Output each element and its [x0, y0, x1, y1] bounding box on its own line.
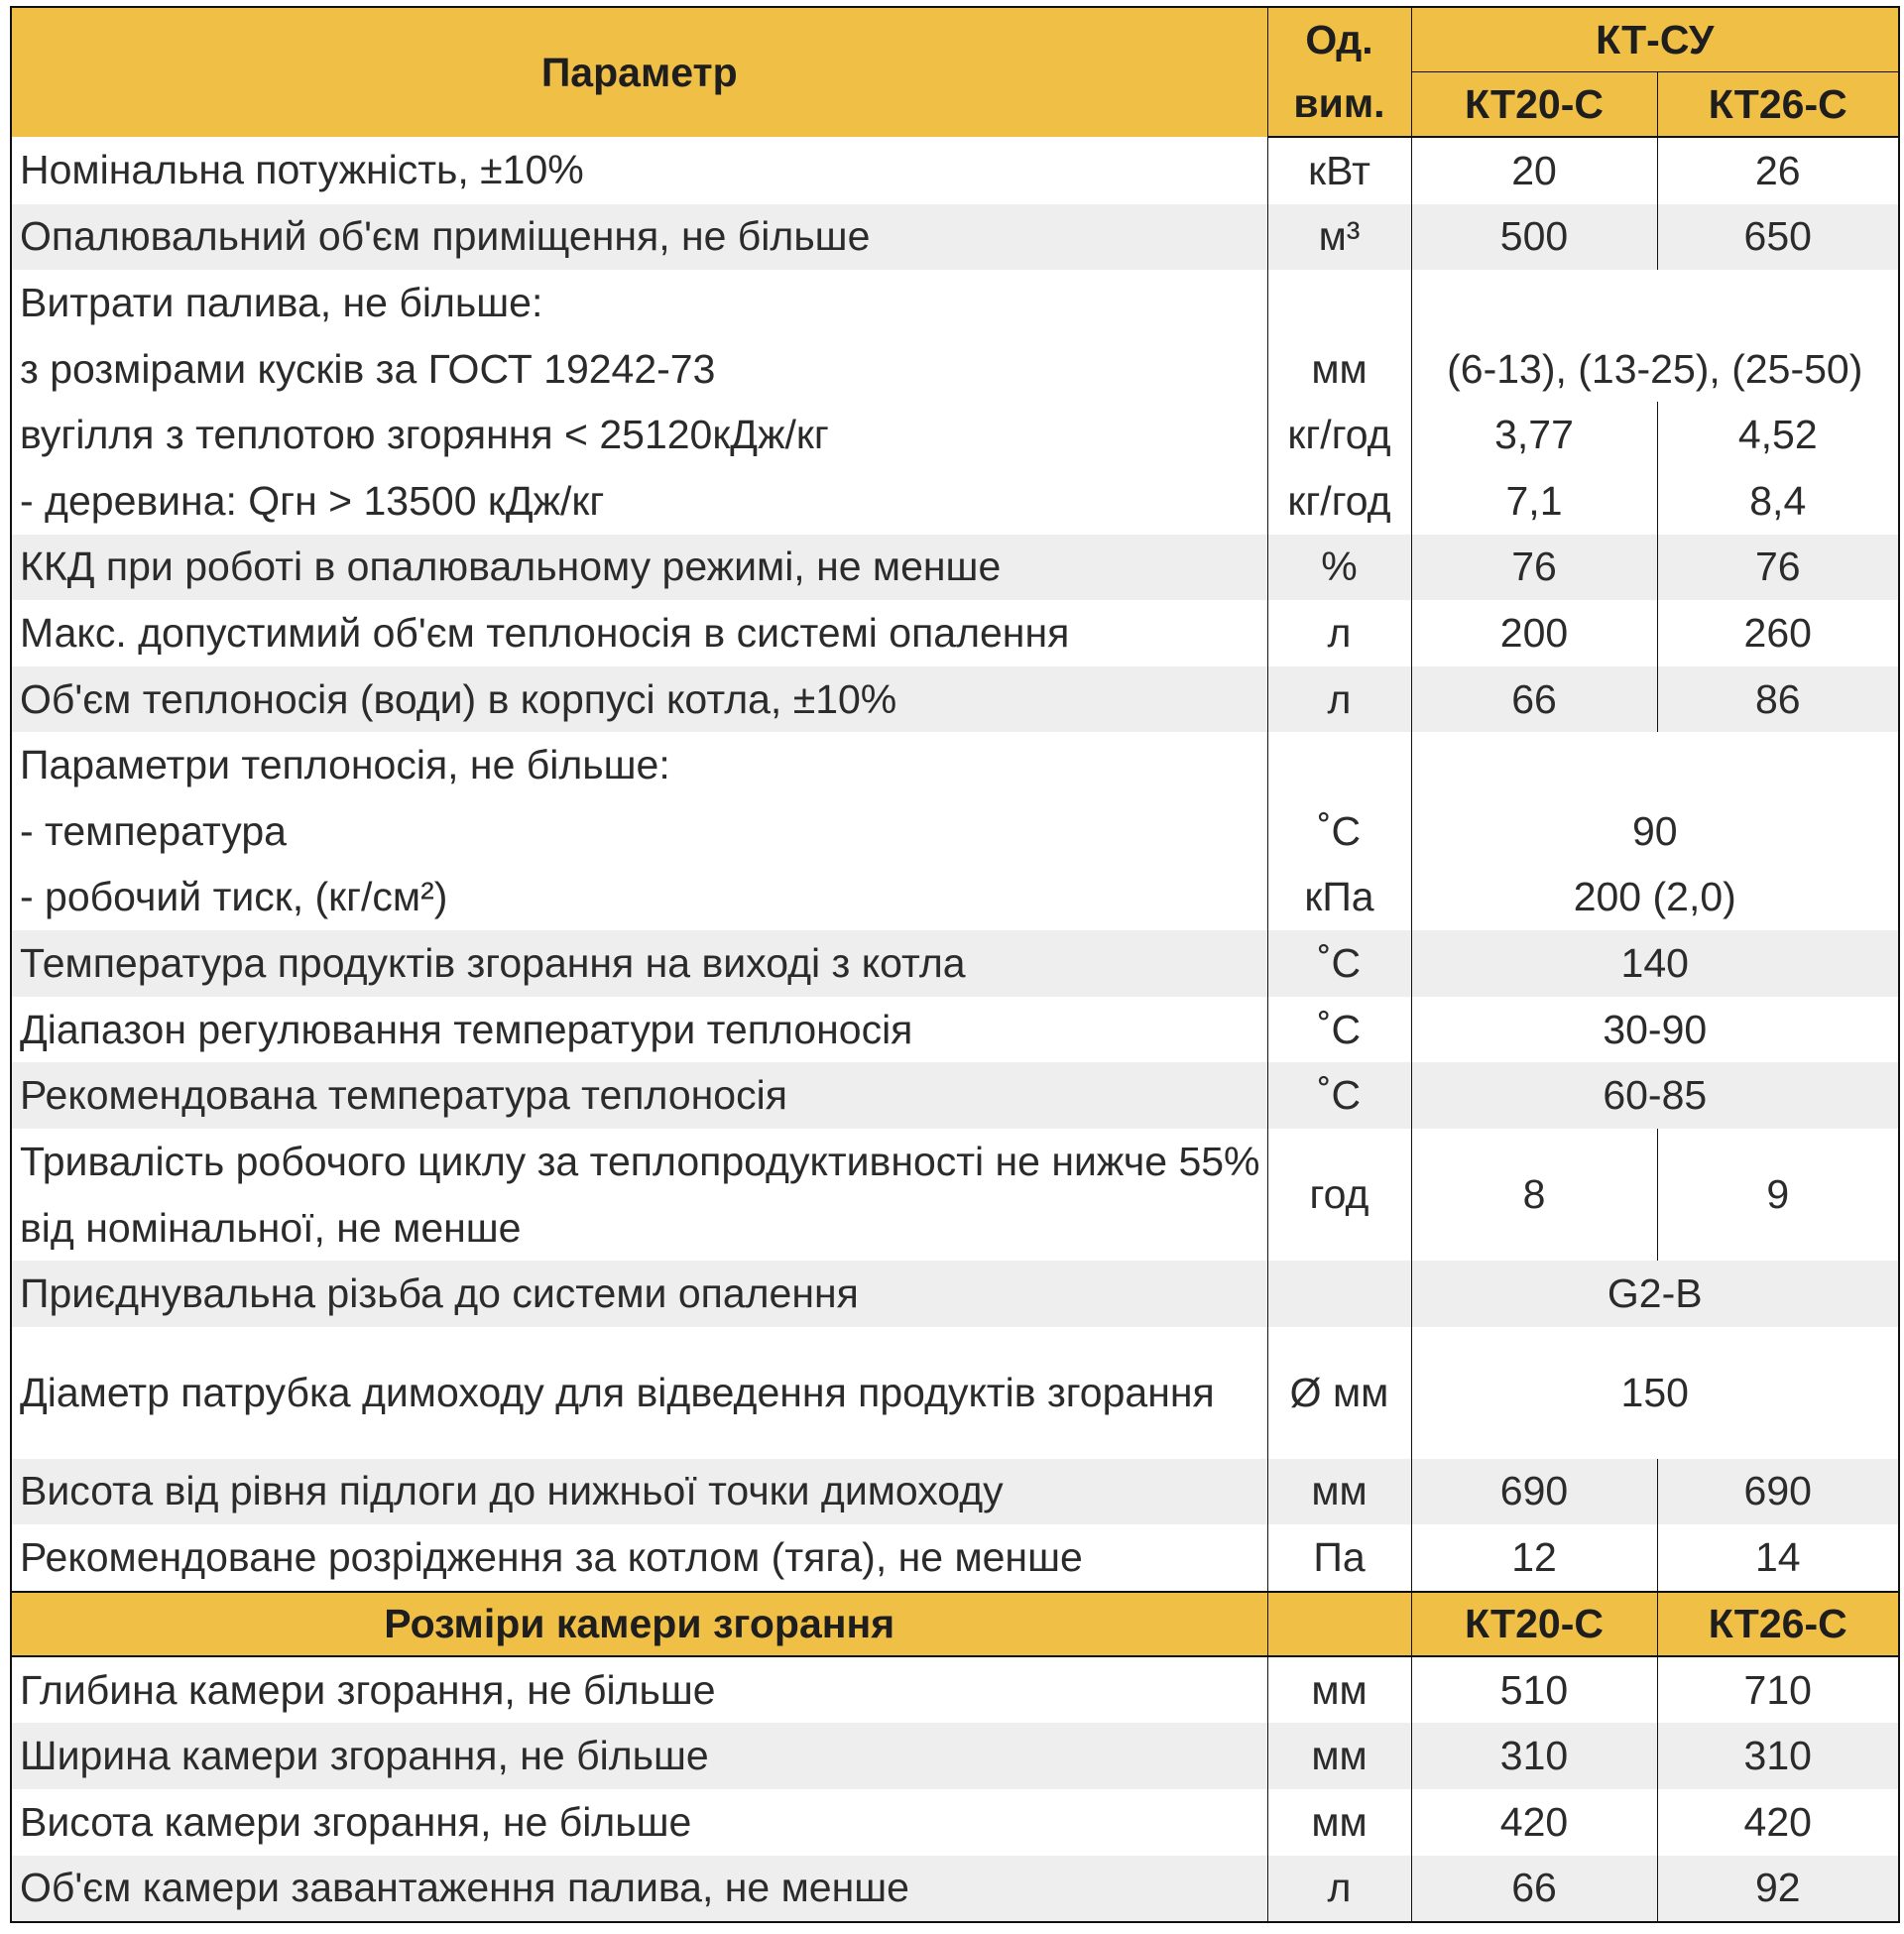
value-model-2: 650	[1657, 204, 1899, 271]
unit-cell: ˚С	[1267, 798, 1411, 865]
param-label: Температура продуктів згорання на виході з котла	[11, 930, 1267, 997]
unit-cell	[1267, 732, 1411, 798]
section-model-1: КТ20-С	[1411, 1592, 1657, 1656]
table-row	[11, 930, 1899, 997]
header-model-group: КТ-СУ	[1411, 7, 1899, 72]
unit-cell: мм	[1267, 336, 1411, 403]
param-label: Рекомендована температура теплоносія	[11, 1062, 1267, 1129]
value-model-1: 510	[1411, 1656, 1657, 1724]
table-row	[11, 402, 1899, 468]
unit-cell: мм	[1267, 1459, 1411, 1525]
header-parameter: Параметр	[11, 7, 1267, 137]
value-model-2: 9	[1766, 1171, 1790, 1217]
unit-cell: кВт	[1267, 137, 1411, 204]
value-shared: G2-B	[1411, 1261, 1899, 1327]
param-label: Номінальна потужність, ±10%	[11, 137, 1267, 204]
value-shared	[1411, 732, 1899, 798]
value-model-1: 3,77	[1411, 402, 1657, 468]
value-model-2: 260	[1743, 609, 1812, 656]
param-label: Тривалість робочого циклу за теплопродуктивності не нижче 55% від номінальної, не менше	[11, 1129, 1267, 1261]
value-model-2: 690	[1657, 1459, 1899, 1525]
value-model-1: 420	[1411, 1789, 1657, 1856]
unit-cell: л	[1267, 666, 1411, 733]
unit-cell: кПа	[1267, 865, 1411, 931]
value-shared: 90	[1631, 807, 1678, 854]
header-row-1	[11, 7, 1899, 72]
value-shared: 200 (2,0)	[1573, 874, 1736, 920]
param-label: Висота камери згорання, не більше	[11, 1789, 1267, 1856]
table-row	[11, 468, 1899, 535]
unit-cell: кг/год	[1267, 468, 1411, 535]
table-row	[11, 600, 1899, 666]
value-model-2: 710	[1743, 1666, 1812, 1713]
table-row	[11, 1789, 1899, 1856]
value-shared: 60-85	[1411, 1062, 1899, 1129]
table-row	[11, 865, 1899, 931]
value-model-2: 26	[1754, 147, 1801, 193]
param-label: Діапазон регулювання температури теплоносія	[11, 997, 1267, 1063]
table-row	[11, 1723, 1899, 1789]
param-label: - температура	[11, 798, 1267, 865]
table-row	[11, 1656, 1899, 1724]
table-row	[11, 1129, 1899, 1261]
param-label: Глибина камери згорання, не більше	[11, 1656, 1267, 1724]
header-model-2: КТ26-С	[1657, 72, 1899, 138]
value-model-1: 12	[1411, 1524, 1657, 1592]
section-header-row	[11, 1592, 1899, 1656]
table-row	[11, 270, 1899, 336]
unit-cell: %	[1267, 535, 1411, 601]
param-label: Опалювальний об'єм приміщення, не більше	[11, 204, 1267, 271]
unit-cell: ˚С	[1267, 997, 1411, 1063]
value-model-2: 92	[1657, 1856, 1899, 1923]
unit-cell: л	[1267, 600, 1411, 666]
table-row	[11, 1524, 1899, 1592]
unit-cell: м³	[1267, 204, 1411, 271]
value-model-1: 500	[1411, 204, 1657, 271]
unit-cell: Па	[1267, 1524, 1411, 1592]
value-model-2: 310	[1657, 1723, 1899, 1789]
unit-cell	[1267, 270, 1411, 336]
table-row	[11, 336, 1899, 403]
value-shared: 30-90	[1603, 1006, 1708, 1052]
param-label: Приєднувальна різьба до системи опалення	[11, 1261, 1267, 1327]
param-label: - робочий тиск, (кг/см²)	[11, 865, 1267, 931]
param-label: Ширина камери згорання, не більше	[11, 1723, 1267, 1789]
unit-cell: Ø мм	[1267, 1327, 1411, 1459]
table-row	[11, 732, 1899, 798]
param-label: ККД при роботі в опалювальному режимі, не менше	[11, 535, 1267, 601]
value-model-2: 8,4	[1749, 477, 1807, 524]
value-model-1: 690	[1411, 1459, 1657, 1525]
value-shared: (6-13), (13-25), (25-50)	[1447, 345, 1863, 392]
table-row	[11, 535, 1899, 601]
table-row	[11, 1062, 1899, 1129]
section-model-2: КТ26-С	[1657, 1592, 1899, 1656]
value-model-2: 420	[1743, 1798, 1812, 1845]
value-model-2: 76	[1657, 535, 1899, 601]
value-model-1: 310	[1411, 1723, 1657, 1789]
value-shared: 150	[1620, 1369, 1689, 1415]
value-model-1: 66	[1411, 1856, 1657, 1923]
table-row	[11, 1327, 1899, 1459]
unit-cell: мм	[1267, 1789, 1411, 1856]
unit-cell: кг/год	[1267, 402, 1411, 468]
table-row	[11, 1261, 1899, 1327]
param-label: Діаметр патрубка димоходу для відведення продуктів згорання	[11, 1327, 1267, 1459]
param-label: - деревина: Qгн > 13500 кДж/кг	[11, 468, 1267, 535]
unit-cell: мм	[1267, 1656, 1411, 1724]
header-model-1: КТ20-С	[1411, 72, 1657, 138]
param-label: Макс. допустимий об'єм теплоносія в системі опалення	[11, 600, 1267, 666]
param-label: вугілля з теплотою згоряння < 25120кДж/кг	[11, 402, 1267, 468]
unit-cell: мм	[1267, 1723, 1411, 1789]
value-model-1: 7,1	[1411, 468, 1657, 535]
param-label: Об'єм камери завантаження палива, не менше	[11, 1856, 1267, 1923]
header-unit-line1: Од.	[1267, 7, 1411, 72]
value-model-1: 20	[1411, 137, 1657, 204]
value-shared	[1411, 270, 1899, 336]
param-label: Витрати палива, не більше:	[11, 270, 1267, 336]
header-unit-line2: вим.	[1267, 72, 1411, 138]
table-row	[11, 137, 1899, 204]
unit-cell: ˚С	[1267, 930, 1411, 997]
value-model-2: 4,52	[1737, 412, 1818, 458]
unit-cell: год	[1267, 1129, 1411, 1261]
unit-cell: ˚С	[1267, 1062, 1411, 1129]
table-row	[11, 997, 1899, 1063]
specifications-table	[10, 6, 1900, 1923]
table-row	[11, 1459, 1899, 1525]
param-label: Рекомендоване розрідження за котлом (тяга), не менше	[11, 1524, 1267, 1592]
table-row	[11, 204, 1899, 271]
table-row	[11, 798, 1899, 865]
unit-cell	[1267, 1261, 1411, 1327]
param-label: Висота від рівня підлоги до нижньої точки димоходу	[11, 1459, 1267, 1525]
param-label: Параметри теплоносія, не більше:	[11, 732, 1267, 798]
table-row	[11, 666, 1899, 733]
value-model-2: 86	[1657, 666, 1899, 733]
value-shared: 140	[1411, 930, 1899, 997]
value-model-1: 66	[1411, 666, 1657, 733]
value-model-2: 14	[1754, 1534, 1801, 1581]
value-model-1: 76	[1411, 535, 1657, 601]
section-unit-cell	[1267, 1592, 1411, 1656]
param-label: Об'єм теплоносія (води) в корпусі котла, ±10%	[11, 666, 1267, 733]
param-label: з розмірами кусків за ГОСТ 19242-73	[11, 336, 1267, 403]
value-model-1: 8	[1411, 1129, 1657, 1261]
value-model-1: 200	[1411, 600, 1657, 666]
section-title: Розміри камери згорання	[11, 1592, 1267, 1656]
table-row	[11, 1856, 1899, 1923]
unit-cell: л	[1267, 1856, 1411, 1923]
